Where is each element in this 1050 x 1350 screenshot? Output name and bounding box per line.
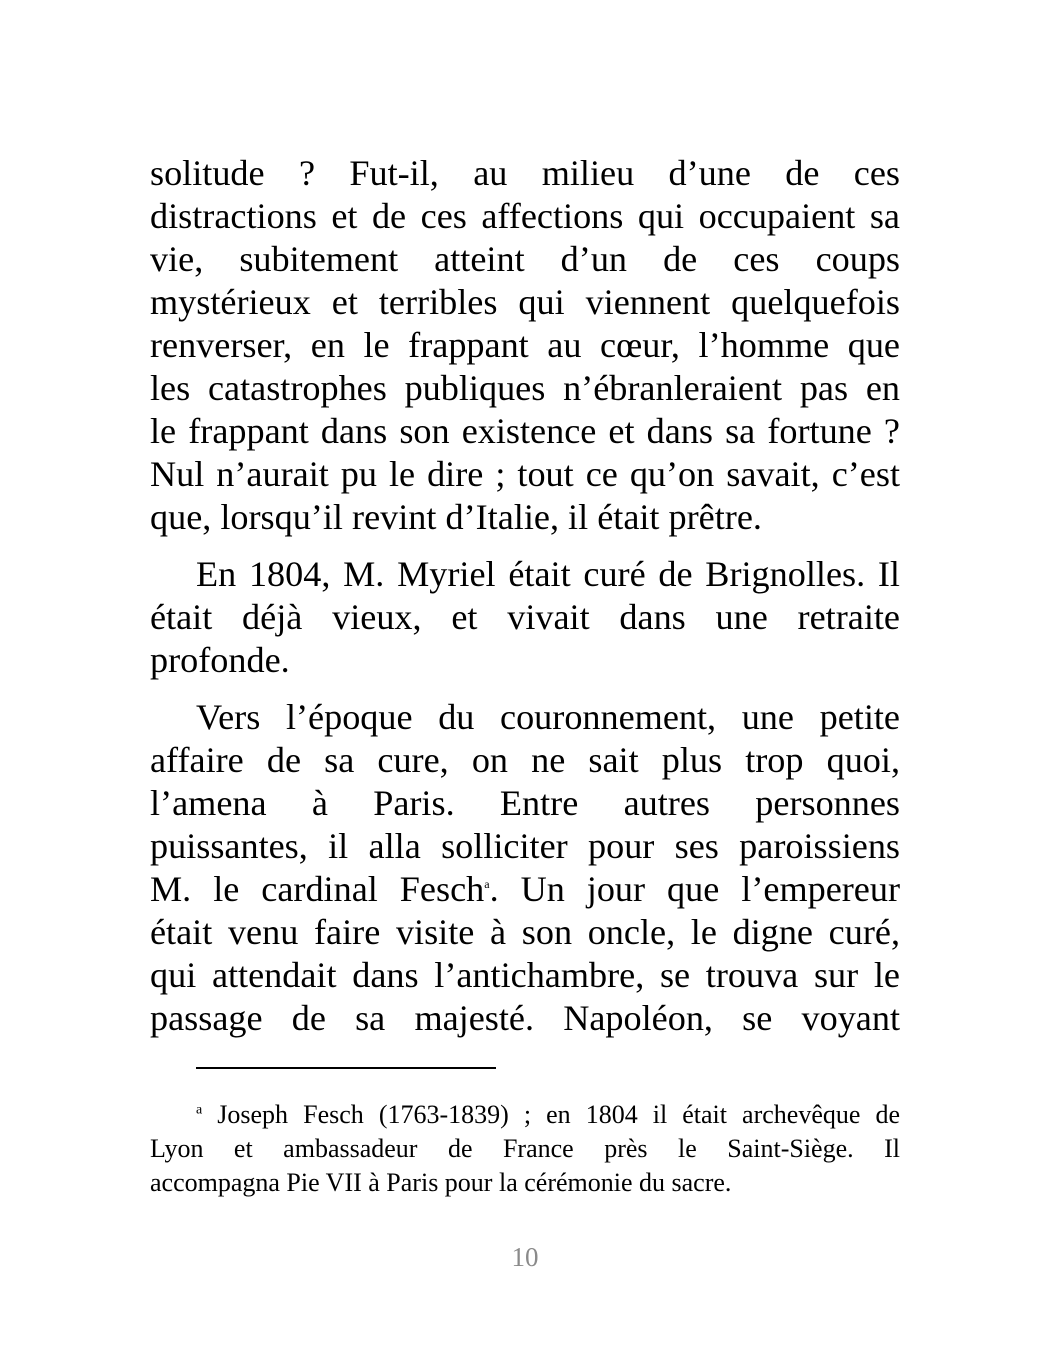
footnote-marker: a xyxy=(196,1102,203,1118)
paragraph-3 xyxy=(150,696,900,1040)
text-line: les catastrophes publiques n’ébranleraient pas en xyxy=(150,368,900,408)
text-line: le frappant dans son existence et dans sa fortune ? xyxy=(150,411,900,451)
text-line: En 1804, M. Myriel était curé de Brignolles. Il xyxy=(196,554,900,594)
footnote-line xyxy=(150,1098,900,1132)
text-line: puissantes, il alla solliciter pour ses paroissiens xyxy=(150,826,900,866)
text-line: Vers l’époque du couronnement, une petite xyxy=(196,697,900,737)
text-line: affaire de sa cure, on ne sait plus trop quoi, xyxy=(150,740,900,780)
text-line: était déjà vieux, et vivait dans une retraite xyxy=(150,597,900,637)
text-line: Nul n’aurait pu le dire ; tout ce qu’on savait, c’est xyxy=(150,454,900,494)
text-line: qui attendait dans l’antichambre, se trouva sur le xyxy=(150,955,900,995)
page-number: 10 xyxy=(511,1242,539,1272)
text-segment: . Un jour que l’empereur xyxy=(489,869,901,909)
text-line-with-footnote-ref xyxy=(150,868,900,911)
footnote-reference[interactable]: a xyxy=(484,876,490,891)
footnote-line: Lyon et ambassadeur de France près le Saint-Siège. Il xyxy=(150,1134,900,1163)
text-line: que, lorsqu’il revint d’Italie, il était prêtre. xyxy=(150,497,762,537)
text-line: vie, subitement atteint d’un de ces coups xyxy=(150,239,900,279)
footnote xyxy=(150,1098,900,1200)
text-line: solitude ? Fut-il, au milieu d’une de ces xyxy=(150,153,900,193)
footnote-text: Joseph Fesch (1763-1839) ; en 1804 il était archevêque de xyxy=(217,1100,901,1129)
text-line: profonde. xyxy=(150,640,290,680)
text-line: passage de sa majesté. Napoléon, se voyant xyxy=(150,998,900,1038)
text-line: distractions et de ces affections qui occupaient sa xyxy=(150,196,900,236)
text-segment: M. le cardinal Fesch xyxy=(150,869,485,909)
page-body xyxy=(150,152,900,1040)
footnote-separator xyxy=(196,1067,496,1069)
text-line: l’amena à Paris. Entre autres personnes xyxy=(150,783,900,823)
text-line: mystérieux et terribles qui viennent quelquefois xyxy=(150,282,900,322)
text-line: était venu faire visite à son oncle, le digne curé, xyxy=(150,912,900,952)
footnote-line: accompagna Pie VII à Paris pour la cérémonie du sacre. xyxy=(150,1168,732,1197)
paragraph-2 xyxy=(150,553,900,682)
paragraph-1 xyxy=(150,152,900,539)
text-line: renverser, en le frappant au cœur, l’homme que xyxy=(150,325,900,365)
